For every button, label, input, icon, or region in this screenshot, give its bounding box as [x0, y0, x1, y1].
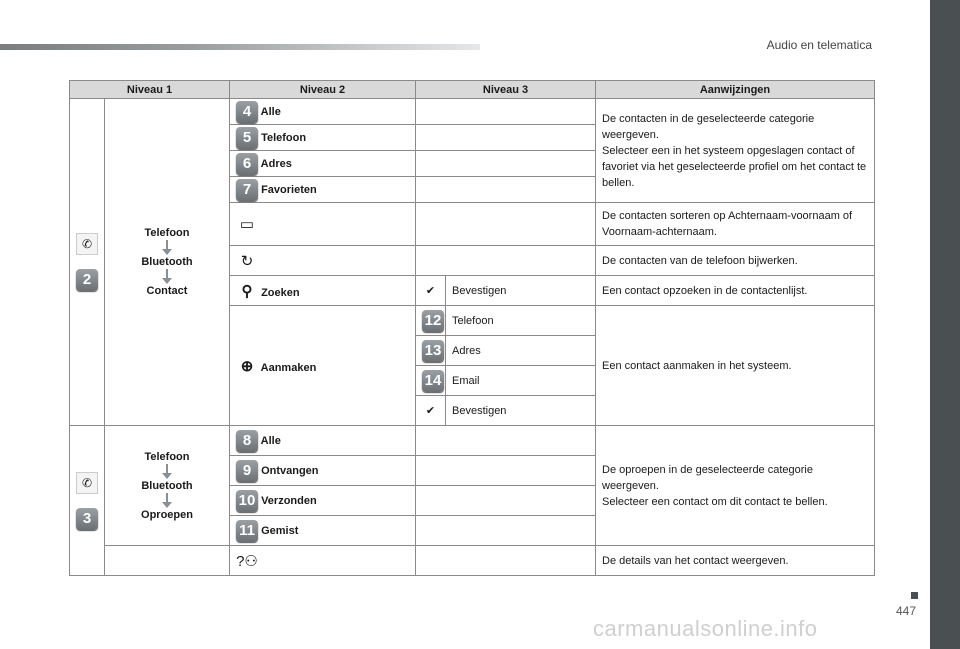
details-cell[interactable]: [230, 546, 416, 576]
search-icon: ⚲: [241, 282, 253, 300]
step-badge: 14: [422, 370, 444, 392]
table-row: [70, 426, 875, 456]
handset-icon: ✆: [76, 233, 98, 255]
step-badge: 10: [236, 490, 258, 512]
checkmark-icon[interactable]: ✔: [425, 285, 436, 297]
refresh-cell[interactable]: [230, 246, 416, 276]
empty-cell: [416, 125, 596, 151]
path-oproepen: Oproepen: [141, 508, 193, 521]
empty-cell: [416, 426, 596, 456]
menu-item-gemist[interactable]: [230, 516, 416, 546]
step-badge: 12: [422, 310, 444, 332]
path-telefoon: Telefoon: [144, 450, 190, 463]
note-details: De details van het contact weergeven.: [596, 546, 875, 576]
step-badge: 3: [76, 508, 98, 530]
header-level2: Niveau 2: [230, 81, 416, 99]
note-search: Een contact opzoeken in de contactenlijst.: [596, 276, 875, 306]
level1-icon-cell: [70, 426, 105, 576]
page-marker: [911, 592, 918, 599]
menu-item-label: Alle: [260, 105, 281, 118]
empty-cell: [416, 246, 596, 276]
empty-cell: [416, 99, 596, 125]
step-badge: 5: [236, 127, 258, 149]
menu-item-label: Zoeken: [261, 286, 300, 299]
handset-icon: ✆: [76, 472, 98, 494]
menu-item-label: Ontvangen: [261, 464, 319, 477]
step-badge: 8: [236, 430, 258, 452]
page-number: 447: [895, 604, 916, 618]
sub-item-email[interactable]: Email: [446, 366, 596, 396]
note-sort: De contacten sorteren op Achternaam-voornaam of Voornaam-achternaam.: [596, 203, 875, 246]
menu-item-aanmaken[interactable]: [230, 306, 416, 426]
sub-item-bevestigen[interactable]: Bevestigen: [446, 396, 596, 426]
step-badge: 2: [76, 269, 98, 291]
path-contact: Contact: [146, 285, 188, 297]
menu-item-ontvangen[interactable]: [230, 456, 416, 486]
sub-item-bevestigen[interactable]: Bevestigen: [446, 276, 596, 306]
empty-cell: [416, 516, 596, 546]
empty-cell: [416, 456, 596, 486]
menu-item-telefoon[interactable]: [230, 125, 416, 151]
step-badge: 4: [236, 101, 258, 123]
refresh-icon[interactable]: ↻: [240, 252, 254, 270]
top-rule: [0, 44, 480, 50]
path-telefoon: Telefoon: [144, 227, 190, 239]
step-badge: 9: [236, 460, 258, 482]
menu-item-label: Verzonden: [261, 494, 317, 507]
menu-item-label: Adres: [260, 157, 292, 170]
header-level3: Niveau 3: [416, 81, 596, 99]
side-tab: [930, 0, 960, 649]
path-bluetooth: Bluetooth: [141, 256, 193, 268]
menu-item-zoeken[interactable]: [230, 276, 416, 306]
contact-details-icon[interactable]: ?⚇: [236, 552, 258, 570]
step-badge: 13: [422, 340, 444, 362]
menu-item-label: Telefoon: [261, 131, 307, 144]
confirm-cell[interactable]: [416, 396, 446, 426]
confirm-cell[interactable]: [416, 276, 446, 306]
badge-cell: [416, 366, 446, 396]
header-notes: Aanwijzingen: [596, 81, 875, 99]
empty-cell: [105, 546, 230, 576]
menu-item-label: Gemist: [261, 524, 299, 537]
note-view-contacts: De contacten in de geselecteerde categorie weergeven. Selecteer een in het systeem opgeslagen contact of favoriet via het geselecteerde profiel om het contact te bellen.: [596, 99, 875, 203]
level1-icon-cell: [70, 99, 105, 426]
note-create: Een contact aanmaken in het systeem.: [596, 306, 875, 426]
menu-item-label: Alle: [260, 434, 281, 447]
note-calls: De oproepen in de geselecteerde categorie weergeven. Selecteer een contact om dit contact te bellen.: [596, 426, 875, 546]
menu-item-verzonden[interactable]: [230, 486, 416, 516]
step-badge: 6: [236, 153, 258, 175]
menu-item-label: Favorieten: [261, 183, 317, 196]
header-level1: Niveau 1: [70, 81, 230, 99]
empty-cell: [416, 151, 596, 177]
watermark: carmanualsonline.info: [593, 616, 818, 641]
menu-item-alle-calls[interactable]: [230, 426, 416, 456]
sub-item-telefoon[interactable]: Telefoon: [446, 306, 596, 336]
checkmark-icon[interactable]: ✔: [425, 405, 436, 417]
badge-cell: [416, 336, 446, 366]
level1-path-contact: [105, 99, 230, 426]
section-title: Audio en telematica: [766, 38, 872, 52]
table-row: [70, 546, 875, 576]
step-badge: 7: [236, 179, 258, 201]
menu-item-label: Aanmaken: [260, 361, 317, 374]
empty-cell: [416, 486, 596, 516]
table-row: [70, 99, 875, 125]
step-badge: 11: [236, 520, 258, 542]
sort-cell[interactable]: [230, 203, 416, 246]
empty-cell: [416, 546, 596, 576]
sub-item-adres[interactable]: Adres: [446, 336, 596, 366]
menu-item-favorieten[interactable]: [230, 177, 416, 203]
path-bluetooth: Bluetooth: [141, 479, 193, 492]
menu-item-adres[interactable]: [230, 151, 416, 177]
note-refresh: De contacten van de telefoon bijwerken.: [596, 246, 875, 276]
badge-cell: [416, 306, 446, 336]
menu-table-body: [69, 80, 875, 576]
empty-cell: [416, 203, 596, 246]
level1-path-oproepen: [105, 426, 230, 546]
menu-item-alle[interactable]: [230, 99, 416, 125]
add-circle-icon: ⊕: [240, 357, 254, 375]
empty-cell: [416, 177, 596, 203]
contact-card-icon[interactable]: ▭: [239, 216, 255, 233]
